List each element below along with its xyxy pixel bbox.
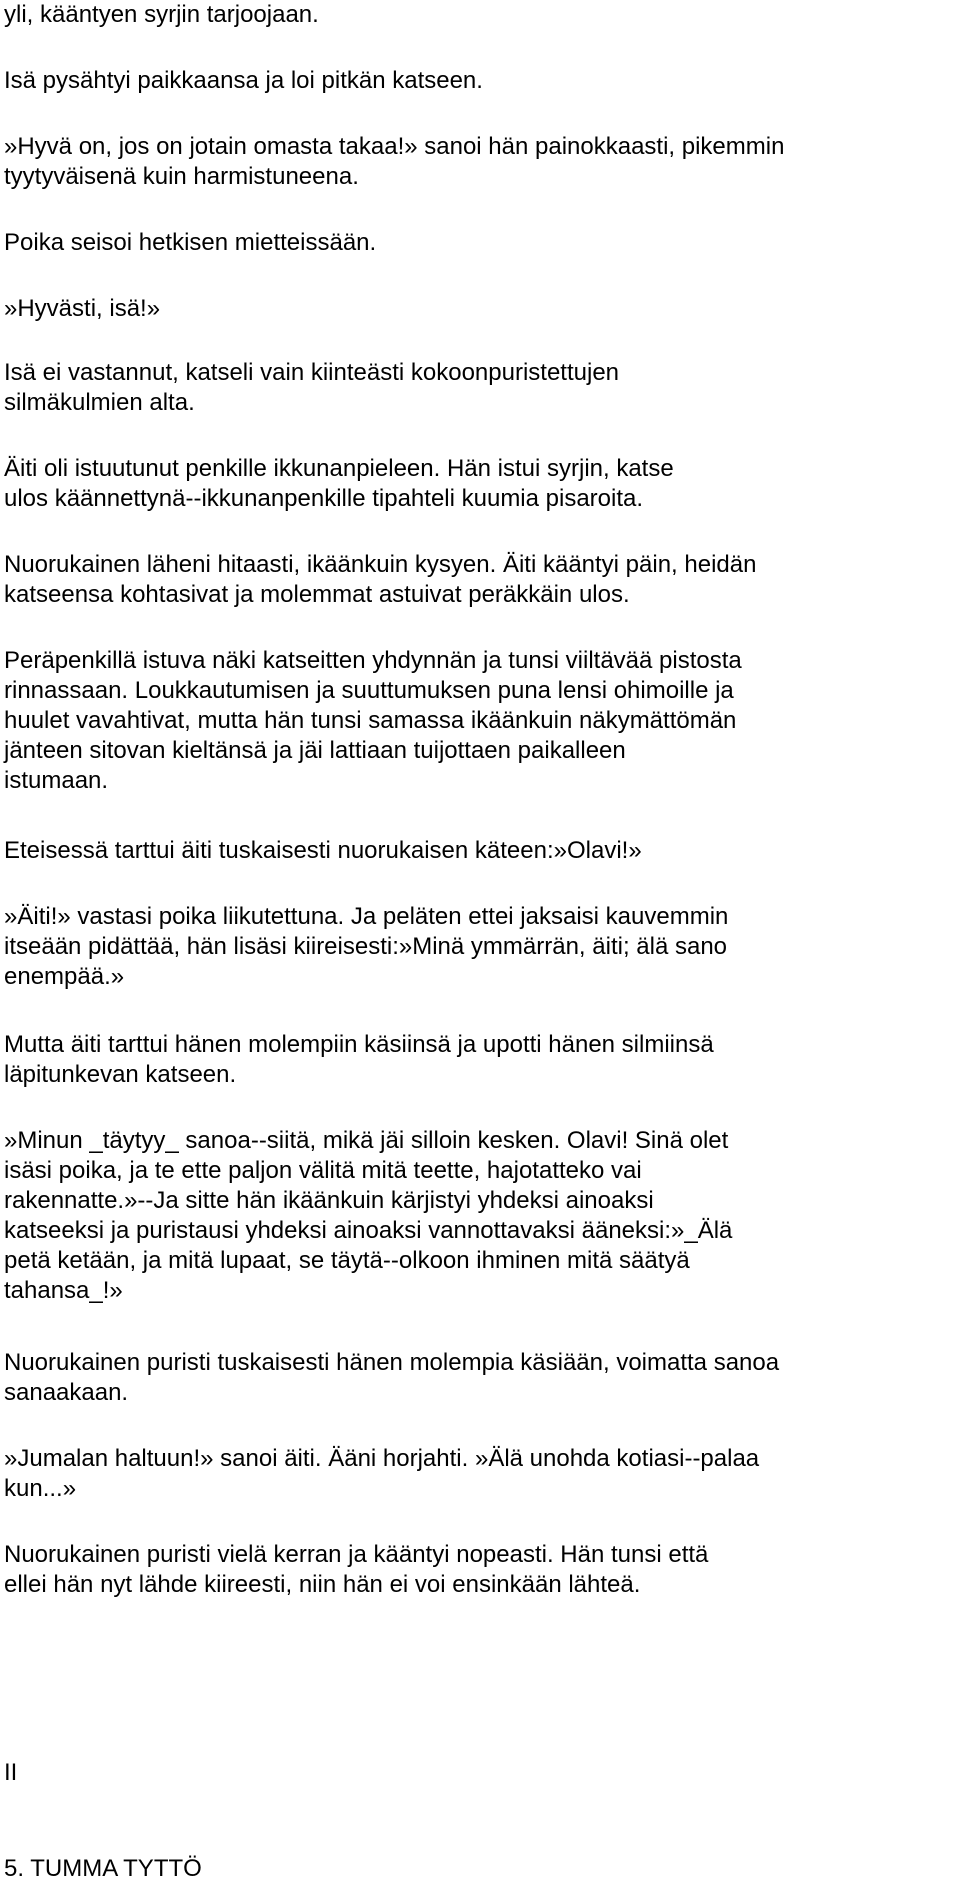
text-line: Isä ei vastannut, katseli vain kiinteästi kokoonpuristettujen: [4, 359, 620, 386]
paragraph: [4, 902, 728, 992]
text-line: »Äiti!» vastasi poika liikutettuna. Ja peläten ettei jaksaisi kauvemmin: [4, 903, 729, 930]
paragraph: [4, 1444, 759, 1504]
text-line: ellei hän nyt lähde kiireesti, niin hän ei voi ensinkään lähteä.: [4, 1571, 641, 1598]
text-line: katseensa kohtasivat ja molemmat astuivat peräkkäin ulos.: [4, 581, 630, 608]
text-line: huulet vavahtivat, mutta hän tunsi samassa ikäänkuin näkymättömän: [4, 707, 737, 734]
paragraph: [4, 1348, 779, 1408]
text-line: tyytyväisenä kuin harmistuneena.: [4, 163, 359, 190]
text-line: itseään pidättää, hän lisäsi kiireisesti:»Minä ymmärrän, äiti; älä sano: [4, 933, 728, 960]
paragraph: [4, 66, 483, 96]
paragraph: [4, 358, 619, 418]
text-line: Äiti oli istuutunut penkille ikkunanpieleen. Hän istui syrjin, katse: [4, 455, 674, 482]
paragraph: [4, 1030, 714, 1090]
text-line: Poika seisoi hetkisen mietteissään.: [4, 229, 377, 256]
paragraph: [4, 646, 742, 796]
text-line: katseeksi ja puristausi yhdeksi ainoaksi vannottavaksi ääneksi:»_Älä: [4, 1217, 733, 1244]
text-line: II: [4, 1759, 18, 1786]
paragraph: [4, 228, 376, 258]
paragraph: [4, 1540, 708, 1600]
paragraph: [4, 836, 642, 866]
paragraph: [4, 550, 756, 610]
paragraph: [4, 132, 784, 192]
text-line: Mutta äiti tarttui hänen molempiin käsiinsä ja upotti hänen silmiinsä: [4, 1031, 714, 1058]
text-line: yli, kääntyen syrjin tarjoojaan.: [4, 1, 319, 28]
text-line: jänteen sitovan kieltänsä ja jäi lattiaan tuijottaen paikalleen: [4, 737, 626, 764]
text-line: Nuorukainen puristi vielä kerran ja kääntyi nopeasti. Hän tunsi että: [4, 1541, 709, 1568]
paragraph: [4, 0, 319, 30]
paragraph: [4, 1126, 732, 1306]
paragraph: [4, 1854, 202, 1884]
text-line: »Minun _täytyy_ sanoa--siitä, mikä jäi silloin kesken. Olavi! Sinä olet: [4, 1127, 729, 1154]
text-line: Nuorukainen puristi tuskaisesti hänen molempia käsiään, voimatta sanoa: [4, 1349, 780, 1376]
text-line: »Hyvä on, jos on jotain omasta takaa!» sanoi hän painokkaasti, pikemmin: [4, 133, 785, 160]
text-line: 5. TUMMA TYTTÖ: [4, 1855, 202, 1882]
paragraph: [4, 1758, 17, 1788]
text-line: »Hyvästi, isä!»: [4, 295, 161, 322]
text-line: rinnassaan. Loukkautumisen ja suuttumuksen puna lensi ohimoille ja: [4, 677, 734, 704]
text-line: Isä pysähtyi paikkaansa ja loi pitkän katseen.: [4, 67, 483, 94]
text-line: tahansa_!»: [4, 1277, 123, 1304]
text-line: Nuorukainen läheni hitaasti, ikäänkuin kysyen. Äiti kääntyi päin, heidän: [4, 551, 757, 578]
text-line: Peräpenkillä istuva näki katseitten yhdynnän ja tunsi viiltävää pistosta: [4, 647, 742, 674]
text-line: ulos käännettynä--ikkunanpenkille tipahteli kuumia pisaroita.: [4, 485, 644, 512]
text-line: läpitunkevan katseen.: [4, 1061, 237, 1088]
text-line: enempää.»: [4, 963, 125, 990]
text-line: petä ketään, ja mitä lupaat, se täytä--olkoon ihminen mitä säätyä: [4, 1247, 690, 1274]
paragraph: [4, 294, 160, 324]
text-line: rakennatte.»--Ja sitte hän ikäänkuin kärjistyi yhdeksi ainoaksi: [4, 1187, 654, 1214]
text-line: istumaan.: [4, 767, 109, 794]
text-line: kun...»: [4, 1475, 77, 1502]
text-line: sanaakaan.: [4, 1379, 129, 1406]
text-line: silmäkulmien alta.: [4, 389, 195, 416]
text-line: Eteisessä tarttui äiti tuskaisesti nuorukaisen käteen:»Olavi!»: [4, 837, 642, 864]
text-line: »Jumalan haltuun!» sanoi äiti. Ääni horjahti. »Älä unohda kotiasi--palaa: [4, 1445, 760, 1472]
text-line: isäsi poika, ja te ette paljon välitä mitä teette, hajotatteko vai: [4, 1157, 642, 1184]
paragraph: [4, 454, 674, 514]
